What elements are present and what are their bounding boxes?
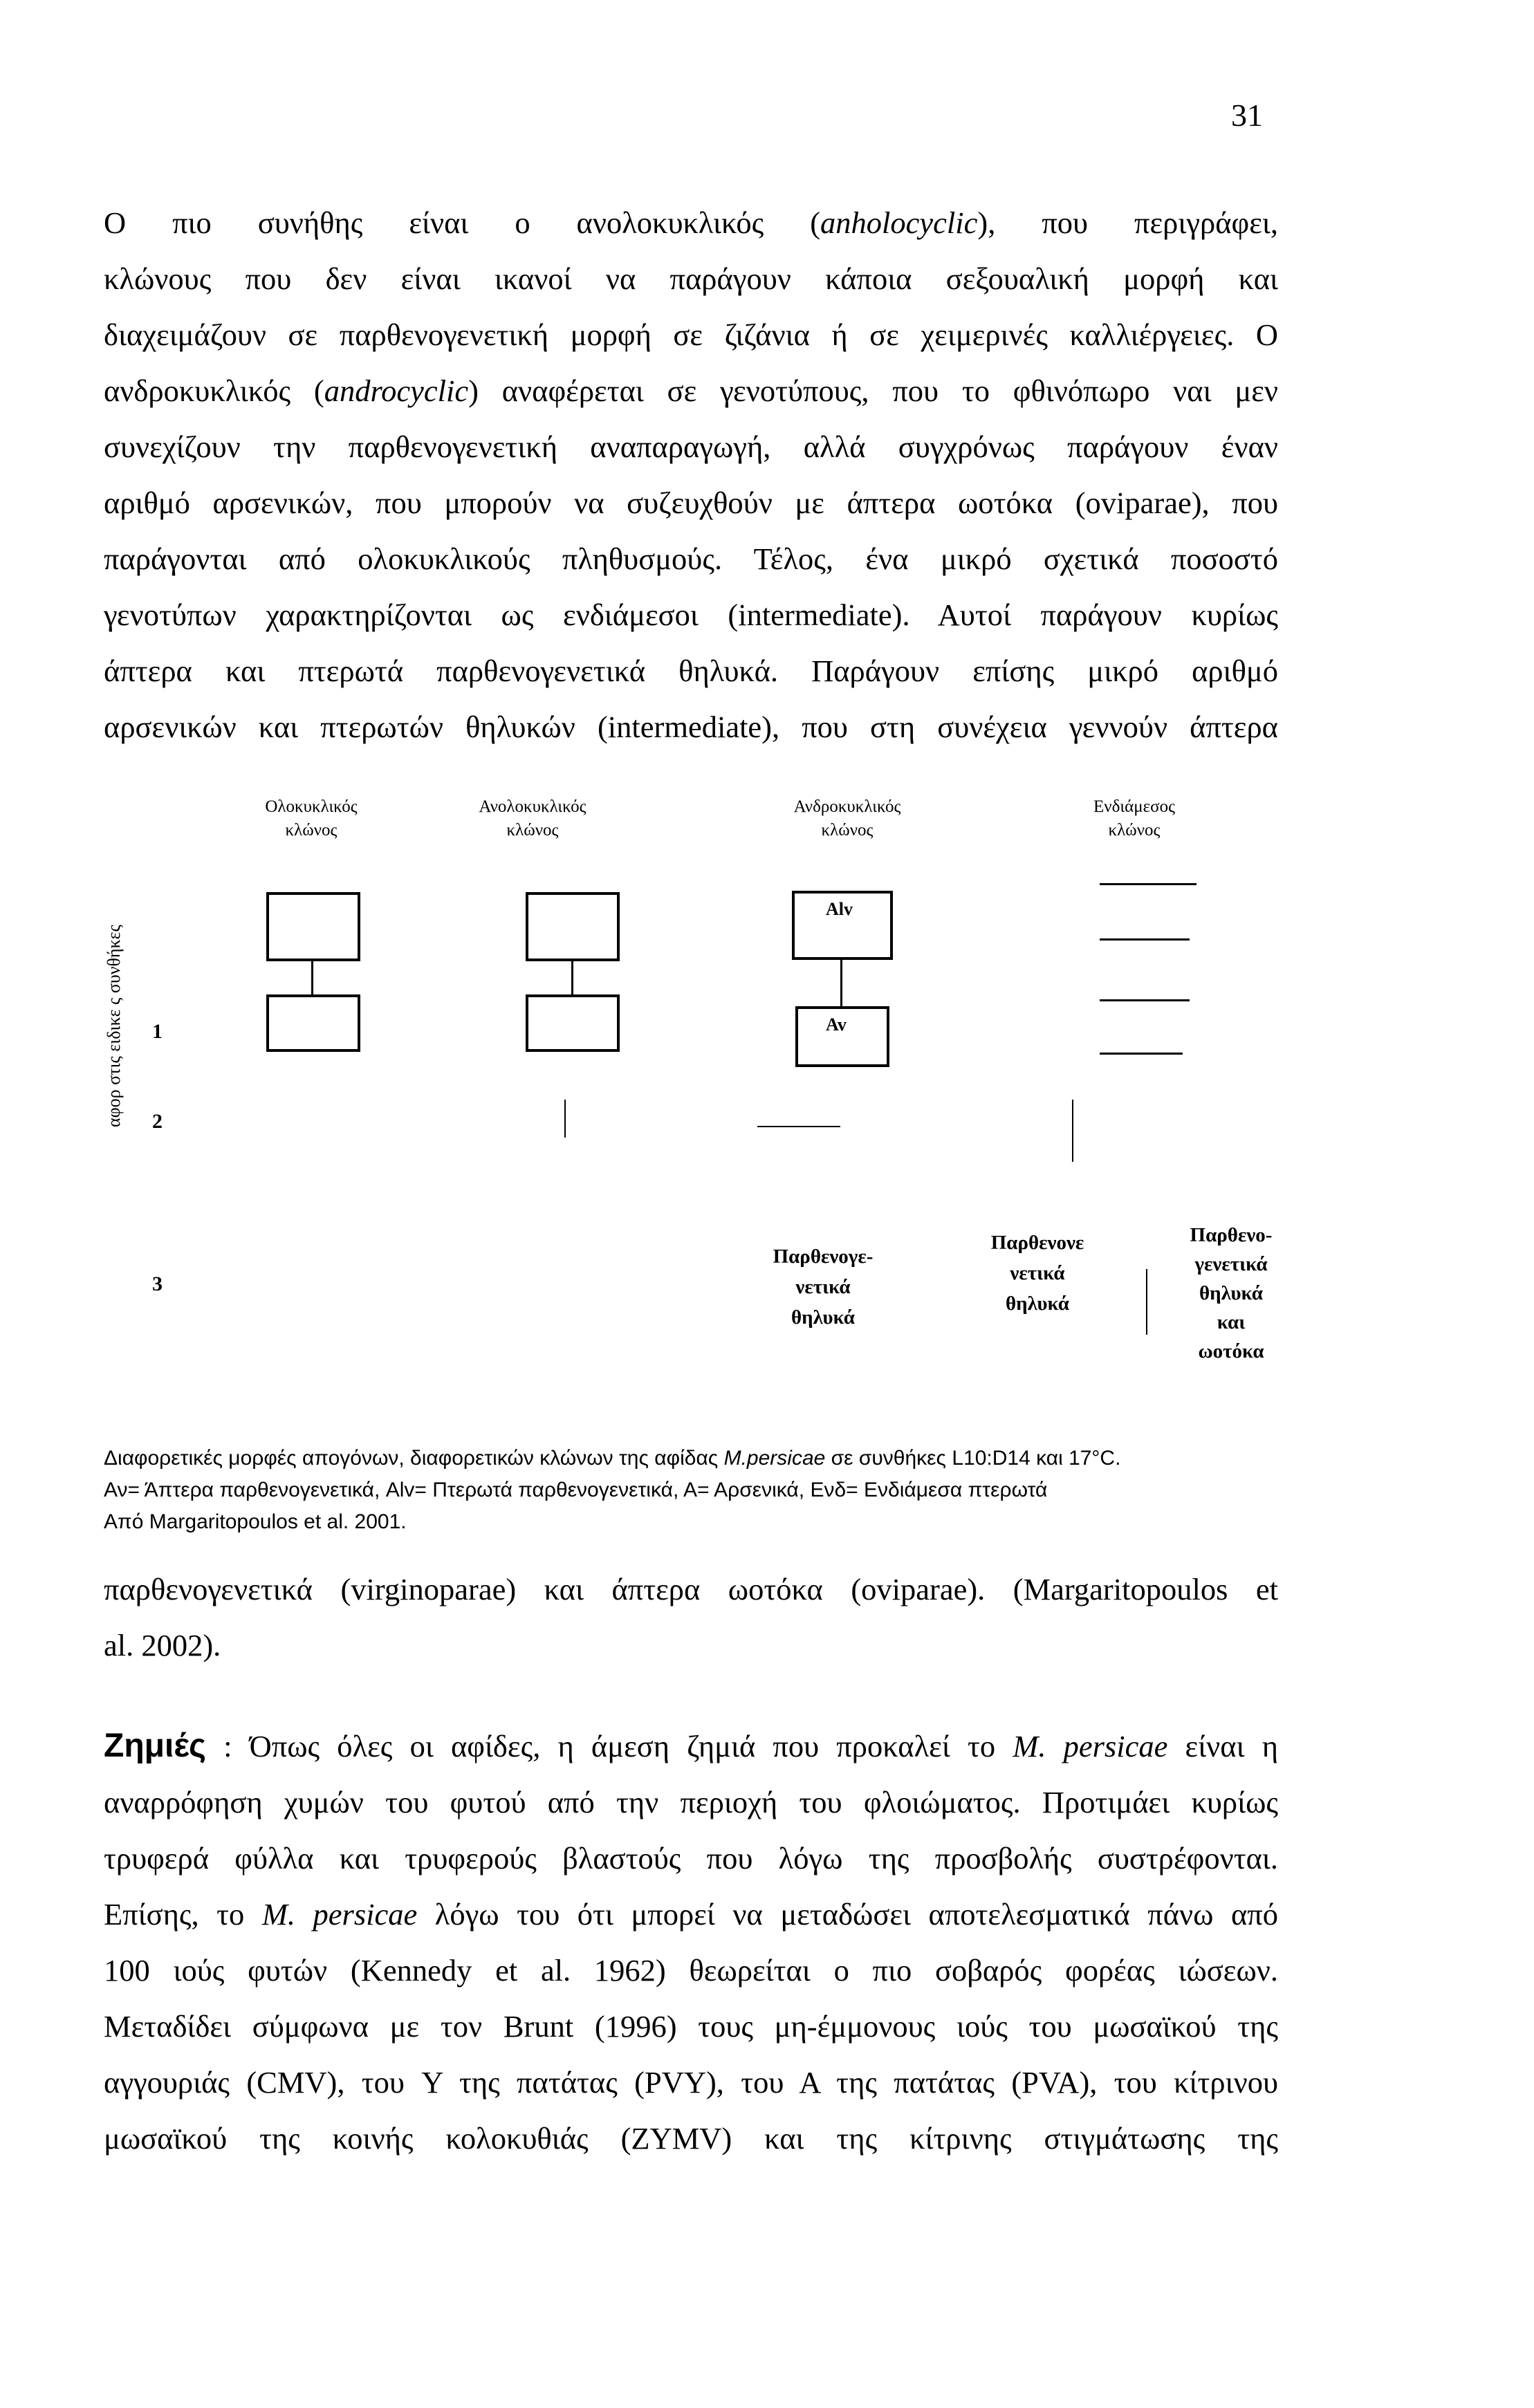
text-line: 100 ιούς φυτών (Kennedy et al. 1962) θεωρείται ο πιο σοβαρός φορέας ιώσεων.	[104, 1953, 1278, 1988]
intermediate-line-4	[1100, 1053, 1183, 1055]
row-number-1: 1	[152, 1020, 163, 1043]
offspring-label-parthenogenetic-oviparae: Παρθενο- γενετικά θηλυκά και ωοτόκα	[1190, 1224, 1273, 1362]
figure-caption	[104, 1443, 1314, 1538]
text-line: διαχειμάζουν σε παρθενογενετική μορφή σε ζιζάνια ή σε χειμερινές καλλιέργειες. Ο	[104, 317, 1278, 352]
diagram-side-text: αφορ στις ειδικε ς συνθήκες	[104, 925, 124, 1127]
offspring-label-parthenogenetic-2: Παρθενονε νετικά θηλυκά	[990, 1232, 1084, 1315]
intermediate-line-3	[1100, 999, 1190, 1001]
damage-heading: Ζημιές	[104, 1728, 206, 1764]
text-line: Μεταδίδει σύμφωνα με τον Brunt (1996) τους μη-έμμονους ιούς του μωσαϊκού της	[104, 2009, 1278, 2044]
column-label-anholocyclic: Ανολοκυκλικός κλώνος	[479, 797, 586, 840]
holocyclic-gen1-box	[266, 892, 360, 961]
offspring-line	[757, 1126, 840, 1127]
caption-line: Από Margaritopoulos et al. 2001.	[104, 1510, 407, 1533]
text-line: συνεχίζουν την παρθενογενετική αναπαραγωγή, αλλά συγχρόνως παράγουν έναν	[104, 429, 1278, 464]
text-line: Ο πιο συνήθης είναι ο ανολοκυκλικός (anholocyclic), που περιγράφει,	[104, 205, 1278, 240]
intermediate-line-2	[1100, 938, 1190, 941]
androcyclic-gen2-box	[795, 1006, 889, 1067]
connector-line	[1072, 1100, 1073, 1162]
text-line: αρσενικών και πτερωτών θηλυκών (intermediate), που στη συνέχεια γεννούν άπτερα	[104, 710, 1278, 744]
intermediate-line-1	[1100, 883, 1196, 885]
connector-line	[571, 960, 573, 994]
text-line: αριθμό αρσενικών, που μπορούν να συζευχθούν με άπτερα ωοτόκα (oviparae), που	[104, 485, 1278, 520]
caption-line: Αν= Άπτερα παρθενογενετικά, Alv= Πτερωτά παρθενογενετικά, Α= Αρσενικά, Ενδ= Ενδιάμεσα πτερωτά	[104, 1479, 1048, 1501]
text-line: τρυφερά φύλλα και τρυφερούς βλαστούς που λόγω της προσβολής συστρέφονται.	[104, 1841, 1278, 1876]
text-line: Επίσης, το M. persicae λόγω του ότι μπορεί να μεταδώσει αποτελεσματικά πάνω από	[104, 1897, 1278, 1932]
androcyclic-gen1-box	[792, 891, 893, 960]
connector-line	[564, 1100, 566, 1138]
caption-line: Διαφορετικές μορφές απογόνων, διαφορετικών κλώνων της αφίδας M.persicae σε συνθήκες L10:D14 και 17°C.	[104, 1447, 1121, 1470]
text-line: κλώνους που δεν είναι ικανοί να παράγουν κάποια σεξουαλική μορφή και	[104, 261, 1278, 296]
text-line: μωσαϊκού της κοινής κολοκυθιάς (ZYMV) και της κίτρινης στιγμάτωσης της	[104, 2121, 1278, 2156]
text-line: αναρρόφηση χυμών του φυτού από την περιοχή του φλοιώματος. Προτιμάει κυρίως	[104, 1785, 1278, 1819]
connector-line	[840, 958, 842, 1007]
text-line: άπτερα και πτερωτά παρθενογενετικά θηλυκά. Παράγουν επίσης μικρό αριθμό	[104, 654, 1278, 688]
connector-line	[311, 960, 313, 994]
text-line: al. 2002).	[104, 1628, 221, 1663]
row-number-2: 2	[152, 1110, 163, 1133]
text-line: Ζημιές : Όπως όλες οι αφίδες, η άμεση ζημιά που προκαλεί το M. persicae είναι η	[104, 1728, 1278, 1764]
anholocyclic-gen2-box	[526, 994, 620, 1052]
offspring-label-parthenogenetic: Παρθενογε- νετικά θηλυκά	[773, 1245, 874, 1328]
anholocyclic-gen1-box	[526, 892, 620, 961]
text-line: παράγονται από ολοκυκλικούς πληθυσμούς. Τέλος, ένα μικρό σχετικά ποσοστό	[104, 541, 1278, 576]
column-label-holocyclic: Ολοκυκλικός κλώνος	[265, 797, 358, 840]
row-number-3: 3	[152, 1272, 163, 1295]
paragraph-1	[104, 195, 1278, 755]
paragraph-2	[104, 1562, 1278, 1674]
clone-diagram	[76, 795, 1321, 1383]
paragraph-3	[104, 1718, 1278, 2167]
alv-label: Alv	[826, 899, 853, 919]
column-label-intermediate: Ενδιάμεσος κλώνος	[1093, 797, 1175, 840]
text-line: ανδροκυκλικός (androcyclic) αναφέρεται σε γενοτύπους, που το φθινόπωρο ναι μεν	[104, 373, 1279, 408]
text-line: παρθενογενετικά (virginoparae) και άπτερα ωοτόκα (oviparae). (Margaritopoulos et	[104, 1572, 1278, 1606]
column-label-androcyclic: Ανδροκυκλικός κλώνος	[793, 797, 901, 840]
text-line: γενοτύπων χαρακτηρίζονται ως ενδιάμεσοι (intermediate). Αυτοί παράγουν κυρίως	[104, 598, 1278, 632]
av-label: Av	[826, 1015, 847, 1035]
text-line: αγγουριάς (CMV), του Y της πατάτας (PVY), του Α της πατάτας (PVA), του κίτρινου	[104, 2065, 1278, 2100]
holocyclic-gen2-box	[266, 994, 360, 1052]
bracket-line	[1146, 1269, 1147, 1335]
page-number: 31	[1231, 98, 1263, 133]
